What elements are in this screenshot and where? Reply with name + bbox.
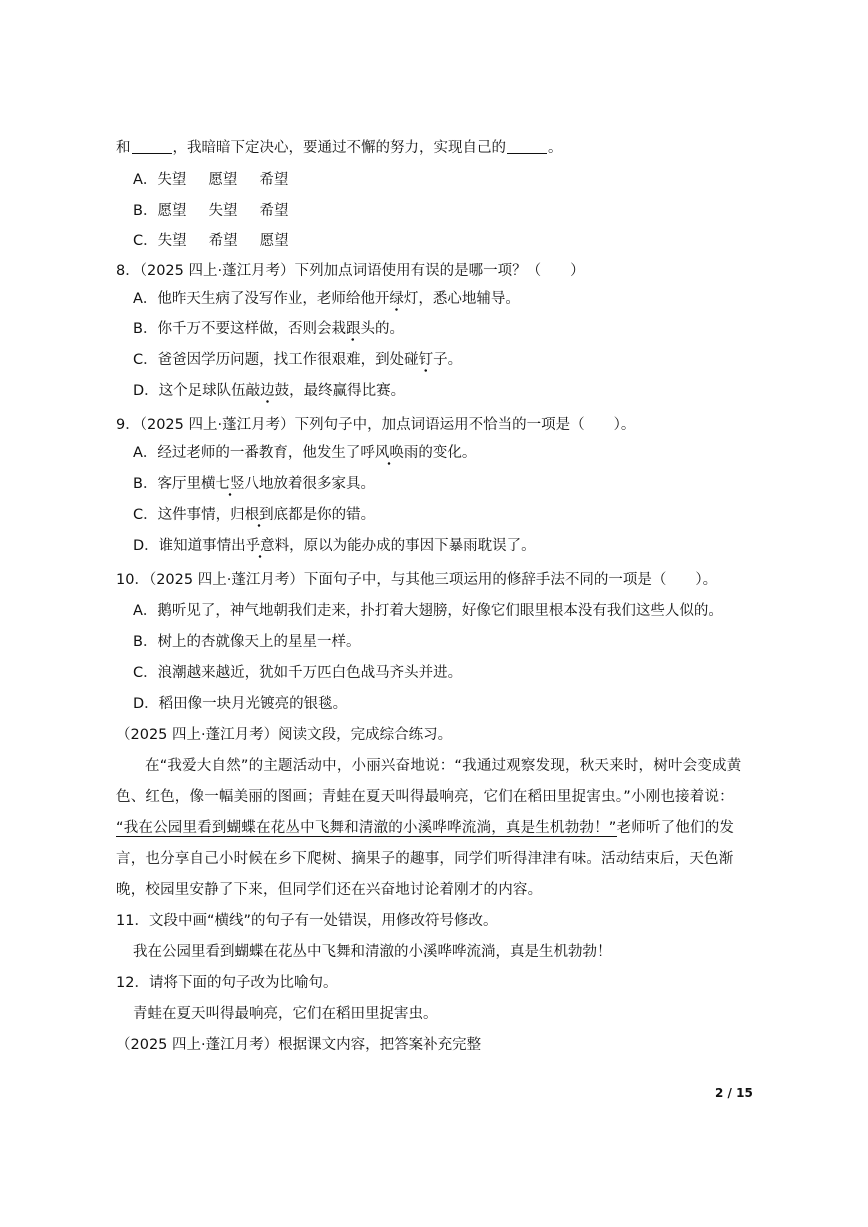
next-section-intro: （2025 四上·蓬江月考）根据课文内容，把答案补充完整	[116, 1037, 482, 1053]
q7-option-b: B．愿望 失望 希望	[133, 203, 289, 219]
reading-intro: （2025 四上·蓬江月考）阅读文段，完成综合练习。	[116, 727, 453, 743]
dotted-word: 碰钉子	[404, 352, 448, 373]
answer-blank	[132, 139, 172, 154]
text: 和	[116, 140, 131, 156]
passage-line: “我在公园里看到蝴蝶在花丛中飞舞和清澈的小溪哗哗流淌，真是生机勃勃！”老师听了他们的发	[116, 820, 735, 836]
dotted-word: 开绿灯	[375, 291, 419, 312]
q9-stem: 9．（2025 四上·蓬江月考）下列句子中，加点词语运用不恰当的一项是（ ）。	[116, 417, 636, 433]
q8-option-b: B．你千万不要这样做，否则会栽跟头的。	[133, 319, 404, 339]
q10-option-a: A．鹅听见了，神气地朝我们走来，扑打着大翅膀，好像它们眼里根本没有我们这些人似的。	[133, 603, 723, 619]
q10-stem: 10．（2025 四上·蓬江月考）下面句子中，与其他三项运用的修辞手法不同的一项是（ ）。	[116, 572, 718, 588]
q12-stem: 12．请将下面的句子改为比喻句。	[116, 975, 338, 991]
q7-tail-line	[116, 138, 563, 158]
q8-option-a: A．他昨天生病了没写作业，老师给他开绿灯，悉心地辅导。	[133, 289, 520, 309]
q8-stem: 8．（2025 四上·蓬江月考）下列加点词语使用有误的是哪一项？（ ）	[116, 263, 585, 279]
q10-option-b: B．树上的杏就像天上的星星一样。	[133, 634, 361, 650]
q9-option-b: B．客厅里横七竖八地放着很多家具。	[133, 474, 375, 494]
q10-option-c: C．浪潮越来越近，犹如千万匹白色战马齐头并进。	[133, 665, 463, 681]
q8-option-d: D．这个足球队伍敲边鼓，最终赢得比赛。	[133, 381, 405, 401]
passage-line: 色、红色，像一幅美丽的图画；青蛙在夏天叫得最响亮，它们在稻田里捉害虫。”小刚也接着说：	[116, 789, 734, 805]
dotted-word: 栽跟头	[331, 321, 375, 342]
dotted-word: 敲边鼓	[246, 383, 290, 404]
q7-option-a: A．失望 愿望 希望	[133, 172, 289, 188]
passage-line: 晚，校园里安静了下来，但同学们还在兴奋地讨论着刚才的内容。	[116, 882, 543, 898]
passage-line: 言，也分享自己小时候在乡下爬树、摘果子的趣事，同学们听得津津有味。活动结束后，天色渐	[116, 851, 734, 867]
q9-option-c: C．这件事情，归根到底都是你的错。	[133, 505, 375, 525]
passage-line: 在“我爱大自然”的主题活动中，小丽兴奋地说：“我通过观察发现，秋天来时，树叶会变成黄	[145, 758, 742, 774]
q11-sentence: 我在公园里看到蝴蝶在花丛中飞舞和清澈的小溪哗哗流淌，真是生机勃勃！	[133, 944, 612, 960]
text: ，我暗暗下定决心，要通过不懈的努力，实现自己的	[172, 140, 506, 156]
q8-option-c: C．爸爸因学历问题，找工作很艰难，到处碰钉子。	[133, 350, 462, 370]
text: 。	[548, 140, 563, 156]
q10-option-d: D．稻田像一块月光镀亮的银毯。	[133, 696, 348, 712]
dotted-word: 归根到底	[230, 507, 288, 528]
q12-sentence: 青蛙在夏天叫得最响亮，它们在稻田里捉害虫。	[133, 1006, 438, 1022]
answer-blank	[507, 139, 547, 154]
q9-option-d: D．谁知道事情出乎意料，原以为能办成的事因下暴雨耽误了。	[133, 536, 536, 556]
dotted-word: 横七竖八	[201, 476, 259, 497]
dotted-word: 呼风唤雨	[360, 445, 418, 466]
q9-option-a: A．经过老师的一番教育，他发生了呼风唤雨的变化。	[133, 443, 476, 463]
q7-option-c: C．失望 希望 愿望	[133, 233, 289, 249]
q11-stem: 11．文段中画“横线”的句子有一处错误，用修改符号修改。	[116, 913, 498, 929]
underlined-sentence: “我在公园里看到蝴蝶在花丛中飞舞和清澈的小溪哗哗流淌，真是生机勃勃！”	[116, 820, 617, 836]
page-number: 2 / 15	[715, 1086, 753, 1100]
dotted-word: 出乎意料	[231, 538, 289, 559]
